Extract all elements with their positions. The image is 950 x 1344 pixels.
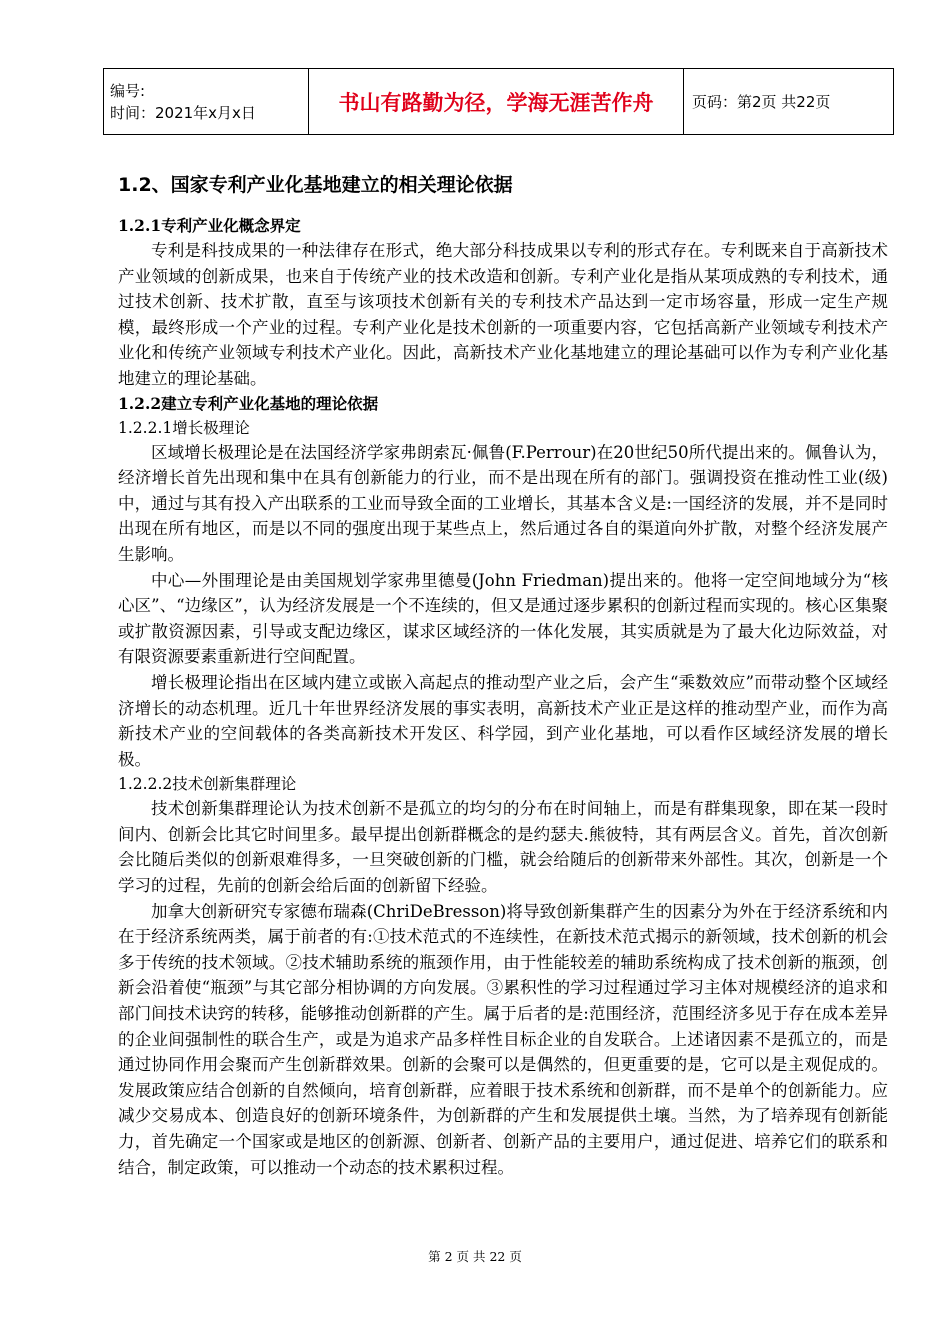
paragraph: 增长极理论指出在区域内建立或嵌入高起点的推动型产业之后，会产生“乘数效应”而带动整个区域经济增长的动态机理。近几十年世界经济发展的事实表明，高新技术产业正是这样的推动型产业，而作为高新技术产业的空间载体的各类高新技术开发区、科学园，到产业化基地，可以看作区域经济发展的增长极。 <box>118 672 888 769</box>
paragraph: 专利是科技成果的一种法律存在形式，绝大部分科技成果以专利的形式存在。专利既来自于高新技术产业领域的创新成果，也来自于传统产业的技术改造和创新。专利产业化是指从某项成熟的专利技术，通过技术创新、技术扩散，直至与该项技术创新有关的专利技术产品达到一定市场容量，形成一定生产规模，最终形成一个产业的过程。专利产业化是技术创新的一项重要内容，它包括高新产业领域专利技术产业化和传统产业领域专利技术产业化。因此，高新技术产业化基地建立的理论基础可以作为专利产业化基地建立的理论基础。 <box>118 241 888 388</box>
footer-page-number: 第 2 页 共 22 页 <box>428 1249 522 1264</box>
section-heading: 1.2.1专利产业化概念界定 <box>118 216 301 235</box>
paragraph: 加拿大创新研究专家德布瑞森(ChriDeBresson)将导致创新集群产生的因素分为外在于经济系统和内在于经济系统两类，属于前者的有:①技术范式的不连续性，在新技术范式揭示的新领域，技术创新的机会多于传统的技术领域。②技术辅助系统的瓶颈作用，由于性能较差的辅助系统构成了技术创新的瓶颈，创新会沿着使“瓶颈”与其它部分相协调的方向发展。③累积性的学习过程通过学习主体对规模经济的追求和部门间技术诀窍的转移，能够推动创新群的产生。属于后者的是:范围经济，范围经济多见于存在成本差异的企业间强制性的联合生产，或是为追求产品多样性目标企业的自发联合。上述诸因素不是孤立的，而是通过协同作用会聚而产生创新群效果。创新的会聚可以是偶然的，但更重要的是，它可以是主观促成的。发展政策应结合创新的自然倾向，培育创新群，应着眼于技术系统和创新群，而不是单个的创新能力。应减少交易成本、创造良好的创新环境条件，为创新群的产生和发展提供土壤。当然，为了培养现有创新能力，首先确定一个国家或是地区的创新源、创新者、创新产品的主要用户，通过促进、培养它们的联系和结合，制定政策，可以推动一个动态的技术累积过程。 <box>118 901 888 1177</box>
section-heading: 1.2.2建立专利产业化基地的理论依据 <box>118 393 379 413</box>
page-footer <box>0 1247 950 1265</box>
header-meta-cell <box>104 69 309 135</box>
section-title: 1.2、国家专利产业化基地建立的相关理论依据 <box>118 174 513 196</box>
document-body <box>118 170 888 1180</box>
paragraph: 技术创新集群理论认为技术创新不是孤立的均匀的分布在时间轴上，而是有群集现象，即在某一段时间内、创新会比其它时间里多。最早提出创新群概念的是约瑟夫.熊彼特，其有两层含义。首先，首次创新会比随后类似的创新艰难得多，一旦突破创新的门槛，就会给随后的创新带来外部性。其次，创新是一个学习的过程，先前的创新会给后面的创新留下经验。 <box>118 799 888 896</box>
document-header <box>103 68 894 135</box>
time-label: 时间：2021年x月x日 <box>110 103 256 122</box>
paragraph: 区域增长极理论是在法国经济学家弗朗索瓦·佩鲁(F.Perrour)在20世纪50所代提出来的。佩鲁认为，经济增长首先出现和集中在具有创新能力的行业，而不是出现在所有的部门。强调投资在推动性工业(级)中，通过与其有投入产出联系的工业而导致全面的工业增长，其基本含义是:一国经济的发展，并不是同时出现在所有地区，而是以不同的强度出现于某些点上，然后通过各自的渠道向外扩散，对整个经济发展产生影响。 <box>118 442 888 564</box>
motto: 书山有路勤为径，学海无涯苦作舟 <box>309 69 684 135</box>
id-label: 编号: <box>110 81 146 100</box>
subsection-heading: 1.2.2.2技术创新集群理论 <box>118 775 297 794</box>
paragraph: 中心—外围理论是由美国规划学家弗里德曼(John Friedman)提出来的。他将一定空间地域分为“核心区”、“边缘区”，认为经济发展是一个不连续的，但又是通过逐步累积的创新过程而实现的。核心区集聚或扩散资源因素，引导或支配边缘区，谋求区域经济的一体化发展，其实质就是为了最大化边际效益，对有限资源要素重新进行空间配置。 <box>118 570 888 667</box>
subsection-heading: 1.2.2.1增长极理论 <box>118 418 250 437</box>
page-info: 页码：第2页 共22页 <box>684 69 894 135</box>
